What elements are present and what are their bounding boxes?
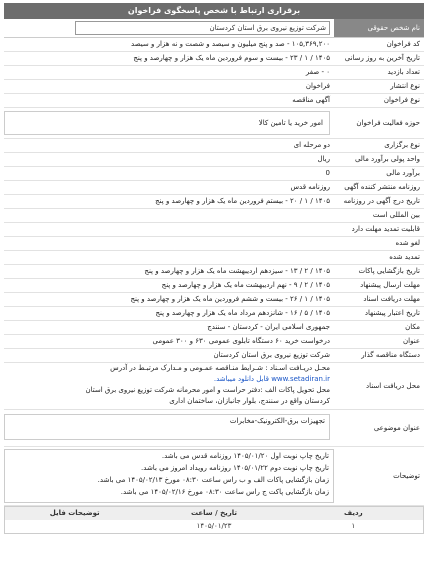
info-row (4, 153, 424, 167)
info-value: ۱۴۰۵ / ۱ / ۲۳ - بیست و سوم فروردین ماه یک هزار و چهارصد و پنج (133, 54, 330, 62)
info-key: مهلت دریافت اسناد (363, 295, 420, 303)
receipt-line-3: محل تحویل پاکات الف :دفتر حراست و امور محرمانه شرکت توزیع نیروی برق استان (85, 386, 330, 394)
info-key: تاریخ اعتبار پیشنهاد (364, 309, 420, 317)
activity-row (4, 108, 424, 139)
info-value: ریال (317, 155, 330, 163)
info-value: روزنامه قدس (290, 183, 330, 191)
info-value: ۱۴۰۵ / ۵ / ۱۶ - شانزدهم مرداد ماه یک هزار و چهارصد و پنج (155, 309, 330, 317)
info-row (4, 293, 424, 307)
info-key: روزنامه منتشر کننده آگهی (344, 183, 420, 191)
activity-value-cell (4, 108, 334, 138)
info-row (4, 181, 424, 195)
receipt-line-4: کردستان واقع در سنندج، بلوار جانبازان، ساختمان اداری (169, 397, 330, 405)
info-key: مهلت ارسال پیشنهاد (360, 281, 420, 289)
notes-line-1: تاریخ چاپ نوبت اول ۱۴۰۵/۰۱/۲۰ روزنامه قدس می باشد. (161, 452, 329, 460)
activity-value: امور خرید یا تامین کالا (4, 111, 330, 135)
info-key: واحد پولی برآورد مالی (354, 155, 420, 163)
activity-key: حوزه فعالیت فراخوان (356, 119, 420, 127)
files-header-date: تاریخ / ساعت (190, 509, 238, 517)
info-row (4, 66, 424, 80)
info-key: بین المللی است (372, 211, 420, 219)
info-key: تاریخ بازگشایی پاکات (358, 267, 420, 275)
notes-line-3: زمان بازگشایی پاکات الف و ب راس ساعت ۰۸:۳۰ مورخ ۱۴۰۵/۰۲/۱۳ می باشد. (97, 476, 329, 484)
info-row (4, 223, 424, 237)
info-value: آگهی مناقصه (292, 96, 330, 104)
info-key: کد فراخوان (386, 40, 420, 48)
info-row (4, 195, 424, 209)
notes-line-2: تاریخ چاپ نوبت دوم ۱۴۰۵/۰۱/۲۲ روزنامه رویداد امروز می باشد. (141, 464, 329, 472)
notes-row (4, 447, 424, 506)
tender-page (0, 3, 428, 579)
info-key: قابلیت تمدید مهلت دارد (351, 225, 420, 233)
info-value: جمهوری اسلامی ایران - کردستان - سنندج (207, 323, 330, 331)
info-value: ۱۴۰۵ / ۱ / ۲۰ - بیستم فروردین ماه یک هزار و چهارصد و پنج (155, 197, 330, 205)
info-row (4, 139, 424, 153)
receipt-row (4, 363, 424, 410)
receipt-value (4, 363, 334, 409)
info-row (4, 279, 424, 293)
info-key: نوع انتشار (390, 82, 420, 90)
info-value (4, 209, 334, 222)
files-cell-desc (5, 520, 144, 533)
info-row (4, 265, 424, 279)
info-key: نوع برگزاری (384, 141, 420, 149)
info-key: دستگاه مناقصه گذار (361, 351, 420, 359)
info-key: تمدید شده (389, 253, 420, 261)
subject-key: عنوان موضوعی (373, 424, 420, 432)
info-row (4, 94, 424, 108)
info-key: نوع فراخوان (383, 96, 420, 104)
contact-value: شرکت توزیع نیروی برق استان کردستان (75, 21, 330, 35)
files-cell-rownum: ۱ (351, 522, 356, 530)
info-row (4, 335, 424, 349)
files-header-rownum: ردیف (344, 509, 363, 517)
info-row (4, 209, 424, 223)
info-value: 0 (325, 169, 330, 177)
info-value (4, 251, 334, 264)
info-key: لغو شده (395, 239, 420, 247)
receipt-key: محل دریافت اسناد (366, 382, 420, 390)
info-value (4, 223, 334, 236)
info-key: تعداد بازدید (387, 68, 420, 76)
subject-row (4, 410, 424, 447)
receipt-line-1: محـل دریـافت اسـناد : شـرایط منـاقصه عمـومی و مـدارک مرتبـط در آدرس (110, 364, 330, 372)
info-value: ۱۴۰۵ / ۱ / ۲۶ - بیست و ششم فروردین ماه یک هزار و چهارصد و پنج (130, 295, 330, 303)
notes-key: توضیحات (393, 472, 420, 480)
info-row (4, 38, 424, 52)
contact-label: نام شخص حقوقی (334, 19, 424, 37)
receipt-link[interactable]: www.setadiran.ir قابل دانلود میباشد. (213, 375, 330, 383)
info-value: ۱۴۰۵ / ۲ / ۹ - نهم اردیبهشت ماه یک هزار و چهارصد و پنج (161, 281, 330, 289)
files-header (5, 507, 423, 520)
info-key: برآورد مالی (386, 169, 420, 177)
info-row (4, 307, 424, 321)
files-table (4, 506, 424, 534)
info-key: عنوان (403, 337, 420, 345)
info-key: مکان (405, 323, 420, 331)
info-row (4, 80, 424, 94)
subject-value-cell (4, 410, 334, 446)
info-row (4, 251, 424, 265)
info-value: ۰ - صفر (305, 68, 330, 76)
info-row (4, 167, 424, 181)
files-cell-date: ۱۴۰۵/۰۱/۲۳ (196, 522, 232, 530)
notes-value (4, 449, 334, 503)
info-key: تاریخ درج آگهی در روزنامه (343, 197, 420, 205)
notes-line-4: زمان بازگشایی پاکت ج راس ساعت ۰۸:۳۰ مورخ ۱۴۰۵/۰۲/۱۶ می باشد. (120, 488, 329, 496)
info-row (4, 349, 424, 363)
info-row (4, 321, 424, 335)
info-row (4, 52, 424, 66)
info-value: شرکت توزیع نیروی برق استان کردستان (213, 351, 330, 359)
files-header-desc: توضیحات فایل (49, 509, 100, 517)
files-row[interactable] (5, 520, 423, 533)
info-value: فراخوان (305, 82, 330, 90)
info-row (4, 237, 424, 251)
contact-responder-bar[interactable]: برقراری ارتباط با شخص پاسخگوی فراخوان (4, 3, 424, 19)
info-value: ۱۰۵,۳۶۹,۲۰۰ - صد و پنج میلیون و سیصد و شصت و نه هزار و سیصد (131, 40, 330, 48)
subject-value: تجهیزات برق-الکترونیک-مخابرات (4, 414, 330, 440)
info-value: دو مرحله ای (293, 141, 330, 149)
info-value: ۱۴۰۵ / ۲ / ۱۳ - سیزدهم اردیبهشت ماه یک هزار و چهارصد و پنج (144, 267, 330, 275)
info-value: درخواست خرید ۶۰ دستگاه تابلوی عمومی ۶۳۰ و ۳۰۰ عمومی (152, 337, 330, 345)
contact-row (4, 19, 424, 38)
info-key: تاریخ آخرین به روز رسانی (344, 54, 420, 62)
info-value (4, 237, 334, 250)
contact-value-cell (4, 19, 334, 37)
